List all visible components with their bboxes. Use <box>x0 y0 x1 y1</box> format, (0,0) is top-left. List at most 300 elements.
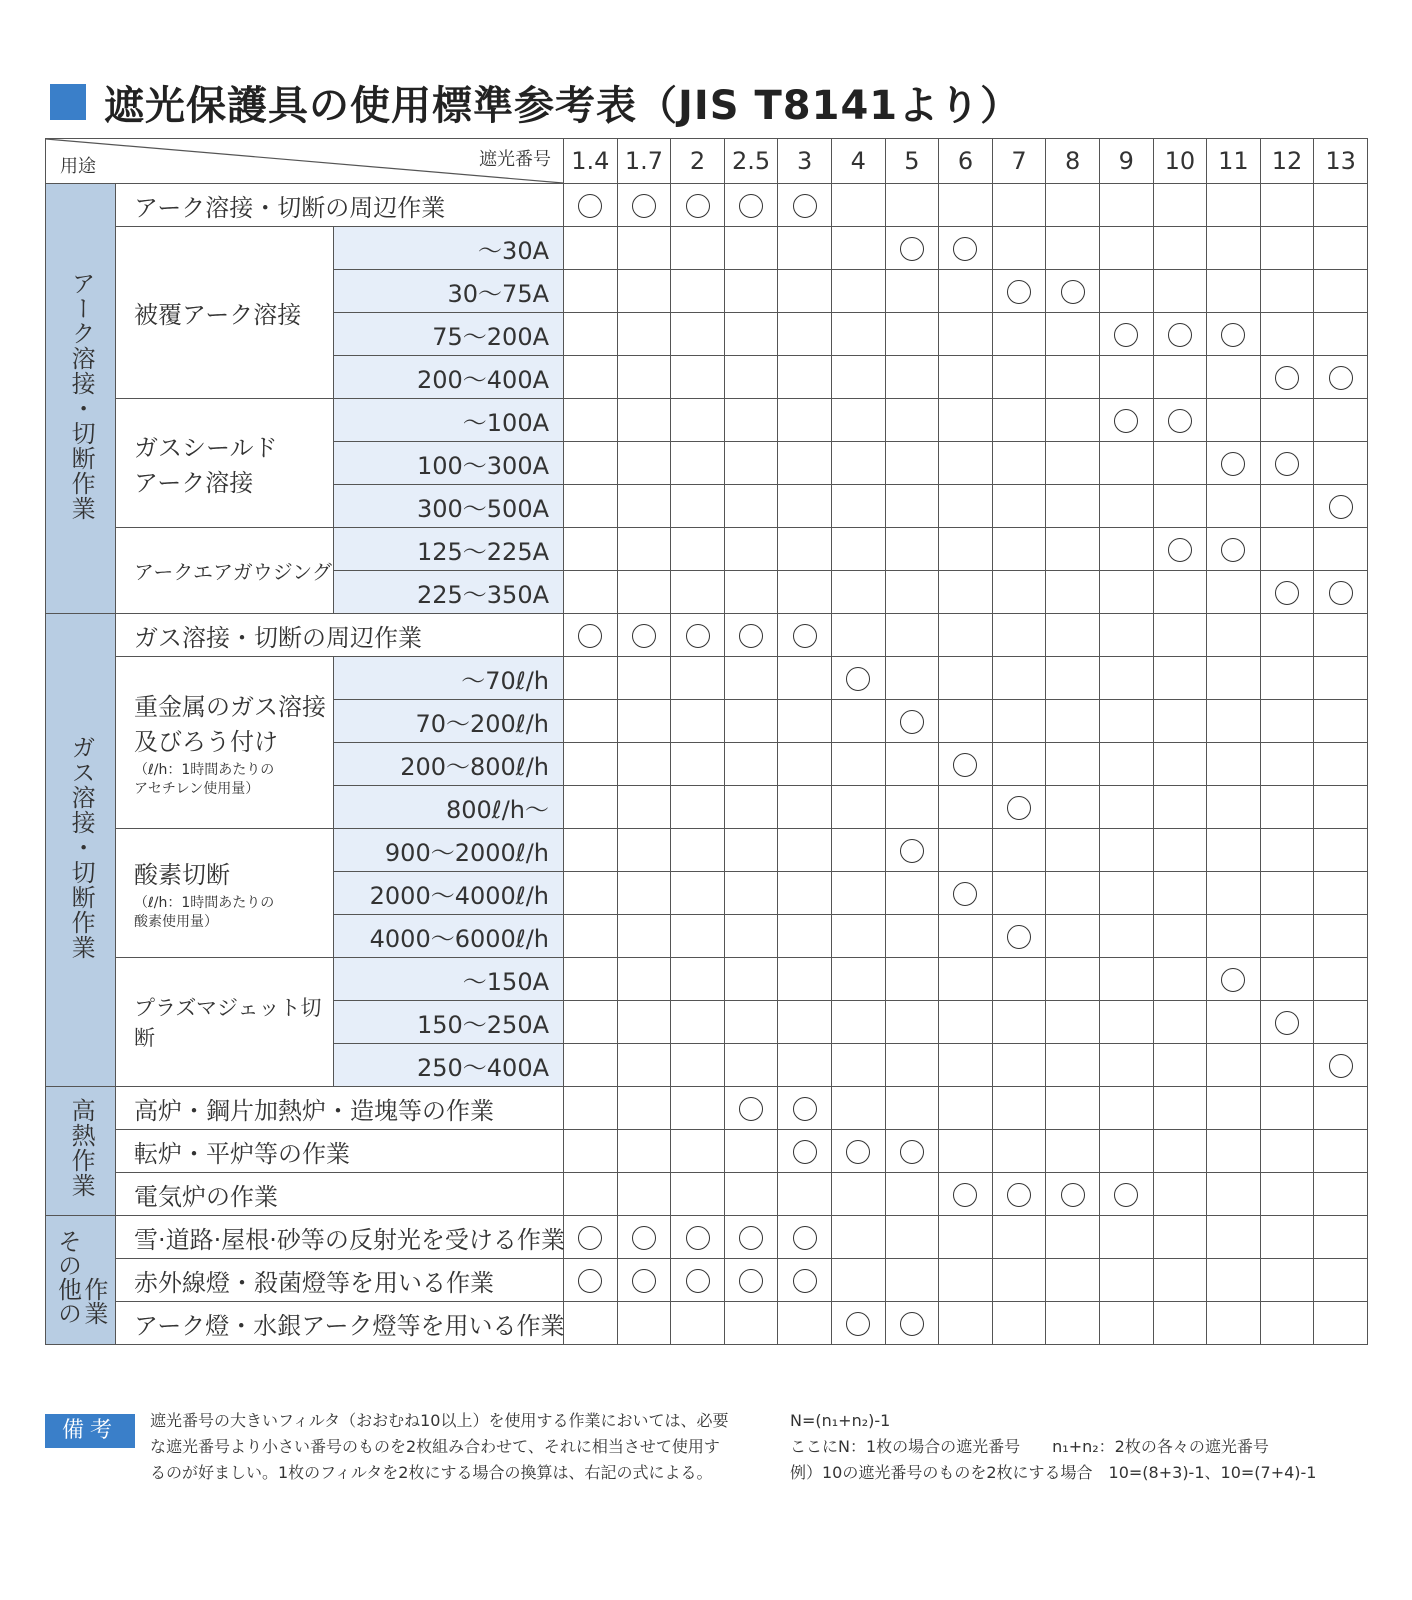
shade-cell <box>1046 958 1100 1001</box>
row-label: 2000～4000ℓ/h <box>334 872 564 915</box>
shade-cell <box>564 399 618 442</box>
shade-cell <box>724 1259 778 1302</box>
shade-cell <box>831 399 885 442</box>
shade-cell <box>992 571 1046 614</box>
table-row <box>46 1130 1368 1173</box>
shade-cell <box>617 270 671 313</box>
shade-cell <box>617 1130 671 1173</box>
circle-mark-icon <box>1329 495 1353 519</box>
formula-definition: ここにN：1枚の場合の遮光番号 n₁+n₂：2枚の各々の遮光番号 <box>790 1437 1269 1456</box>
shade-cell <box>939 442 993 485</box>
shade-cell <box>564 743 618 786</box>
shade-cell <box>617 1259 671 1302</box>
shade-cell <box>885 1130 939 1173</box>
shade-cell <box>1207 786 1261 829</box>
shade-cell <box>885 227 939 270</box>
shade-cell <box>617 786 671 829</box>
shade-cell <box>939 1259 993 1302</box>
circle-mark-icon <box>686 1226 710 1250</box>
shade-cell <box>1099 657 1153 700</box>
shade-cell <box>1207 743 1261 786</box>
shade-cell <box>1099 184 1153 227</box>
notes-text: 遮光番号の大きいフィルタ（おおむね10以上）を使用する作業においては、必要 な遮光番号より小さい番号のものを2枚組み合わせて、それに相当させて使用す るのが好ましい。1枚のフィルタを2枚にする場合の換算は、右記の式による。 <box>150 1411 729 1482</box>
shade-cell <box>885 1259 939 1302</box>
shade-cell <box>564 571 618 614</box>
shade-cell <box>885 485 939 528</box>
shade-cell <box>564 700 618 743</box>
shade-cell <box>1046 1259 1100 1302</box>
shade-cell <box>564 1087 618 1130</box>
subgroup-gas-shield: ガスシールド アーク溶接 <box>116 399 334 528</box>
shade-cell <box>1099 1001 1153 1044</box>
shade-cell <box>992 829 1046 872</box>
shade-cell <box>885 786 939 829</box>
shade-cell <box>778 700 832 743</box>
shade-header-cell: 4 <box>831 139 885 184</box>
shade-cell <box>724 915 778 958</box>
shade-cell <box>1207 313 1261 356</box>
circle-mark-icon <box>793 1140 817 1164</box>
shade-cell <box>1099 356 1153 399</box>
circle-mark-icon <box>1168 409 1192 433</box>
shade-cell <box>1099 485 1153 528</box>
shade-cell <box>1046 227 1100 270</box>
circle-mark-icon <box>900 839 924 863</box>
shade-cell <box>1260 1001 1314 1044</box>
shade-cell <box>1099 700 1153 743</box>
circle-mark-icon <box>1221 538 1245 562</box>
shade-cell <box>671 184 725 227</box>
shade-cell <box>1046 657 1100 700</box>
shade-cell <box>617 184 671 227</box>
shade-cell <box>1207 399 1261 442</box>
circle-mark-icon <box>1275 1011 1299 1035</box>
row-label: 雪·道路·屋根·砂等の反射光を受ける作業 <box>116 1216 564 1259</box>
circle-mark-icon <box>1221 323 1245 347</box>
shade-cell <box>831 571 885 614</box>
circle-mark-icon <box>1114 409 1138 433</box>
circle-mark-icon <box>739 194 763 218</box>
shade-cell <box>617 1216 671 1259</box>
shade-cell <box>1153 829 1207 872</box>
shade-cell <box>831 786 885 829</box>
circle-mark-icon <box>793 1269 817 1293</box>
circle-mark-icon <box>739 1097 763 1121</box>
shade-cell <box>671 1001 725 1044</box>
shade-cell <box>1260 270 1314 313</box>
shade-cell <box>724 485 778 528</box>
shade-cell <box>617 571 671 614</box>
row-label: 200～400A <box>334 356 564 399</box>
shade-cell <box>992 614 1046 657</box>
shade-cell <box>724 571 778 614</box>
shade-cell <box>1153 915 1207 958</box>
circle-mark-icon <box>632 194 656 218</box>
shade-cell <box>778 1087 832 1130</box>
table-row <box>46 1302 1368 1345</box>
shade-cell <box>1153 184 1207 227</box>
circle-mark-icon <box>1329 581 1353 605</box>
shade-cell <box>564 485 618 528</box>
shade-cell <box>671 1173 725 1216</box>
circle-mark-icon <box>953 237 977 261</box>
formula-example: 例）10の遮光番号のものを2枚にする場合 10=(8+3)-1、10=(7+4)-1 <box>790 1463 1317 1482</box>
shade-cell <box>1260 872 1314 915</box>
shade-cell <box>1260 1044 1314 1087</box>
shade-cell <box>1260 700 1314 743</box>
shade-cell <box>564 227 618 270</box>
shade-cell <box>1207 614 1261 657</box>
shade-cell <box>1153 1044 1207 1087</box>
title-square-icon <box>50 84 86 120</box>
shade-cell <box>1314 571 1368 614</box>
shade-cell <box>992 1044 1046 1087</box>
shade-cell <box>992 313 1046 356</box>
shade-cell <box>671 614 725 657</box>
shade-cell <box>1314 184 1368 227</box>
shade-cell <box>939 1216 993 1259</box>
circle-mark-icon <box>739 1269 763 1293</box>
shade-cell <box>724 700 778 743</box>
shade-cell <box>831 1087 885 1130</box>
shade-cell <box>1314 1216 1368 1259</box>
shade-cell <box>939 399 993 442</box>
shade-cell <box>778 399 832 442</box>
row-label: 225～350A <box>334 571 564 614</box>
category-gas: ガス溶接・切断作業 <box>46 614 116 1087</box>
shade-cell <box>671 915 725 958</box>
table-row <box>46 1087 1368 1130</box>
shade-cell <box>885 915 939 958</box>
table-row <box>46 528 1368 571</box>
shade-cell <box>939 571 993 614</box>
shade-cell <box>1314 872 1368 915</box>
shade-cell <box>617 399 671 442</box>
shade-cell <box>1260 442 1314 485</box>
table-row <box>46 1173 1368 1216</box>
shade-cell <box>671 958 725 1001</box>
shade-cell <box>1046 485 1100 528</box>
shade-cell <box>1207 1259 1261 1302</box>
shade-cell <box>1046 1087 1100 1130</box>
shade-cell <box>992 958 1046 1001</box>
shade-cell <box>1207 270 1261 313</box>
shade-cell <box>885 872 939 915</box>
circle-mark-icon <box>793 1226 817 1250</box>
shade-cell <box>671 1302 725 1345</box>
shade-cell <box>671 313 725 356</box>
shade-cell <box>1314 1044 1368 1087</box>
shade-cell <box>1153 1130 1207 1173</box>
shade-cell <box>1314 270 1368 313</box>
shade-header-cell: 2 <box>671 139 725 184</box>
circle-mark-icon <box>953 882 977 906</box>
shade-cell <box>1314 743 1368 786</box>
circle-mark-icon <box>1221 968 1245 992</box>
shade-cell <box>1046 184 1100 227</box>
circle-mark-icon <box>1275 366 1299 390</box>
shade-cell <box>1099 227 1153 270</box>
shade-cell <box>1046 829 1100 872</box>
shade-cell <box>1207 1001 1261 1044</box>
shade-cell <box>831 528 885 571</box>
shade-cell <box>671 571 725 614</box>
shade-cell <box>617 657 671 700</box>
circle-mark-icon <box>1221 452 1245 476</box>
circle-mark-icon <box>1007 796 1031 820</box>
shade-cell <box>885 571 939 614</box>
shade-cell <box>671 528 725 571</box>
circle-mark-icon <box>739 1226 763 1250</box>
shade-cell <box>1153 356 1207 399</box>
shade-cell <box>939 700 993 743</box>
shade-cell <box>1207 1173 1261 1216</box>
shade-cell <box>1260 356 1314 399</box>
shade-cell <box>1207 1044 1261 1087</box>
notes-label: 備考 <box>45 1414 135 1448</box>
row-label: アーク溶接・切断の周辺作業 <box>116 184 564 227</box>
shade-cell <box>617 1044 671 1087</box>
shade-cell <box>1260 313 1314 356</box>
shade-cell <box>671 227 725 270</box>
shade-cell <box>1153 528 1207 571</box>
shade-cell <box>939 184 993 227</box>
shade-header-cell: 6 <box>939 139 993 184</box>
shade-cell <box>1046 270 1100 313</box>
shade-cell <box>992 743 1046 786</box>
shade-cell <box>724 313 778 356</box>
shade-cell <box>831 227 885 270</box>
circle-mark-icon <box>578 1226 602 1250</box>
row-label: 70～200ℓ/h <box>334 700 564 743</box>
shade-cell <box>724 1130 778 1173</box>
shade-cell <box>1046 786 1100 829</box>
shade-cell <box>885 1216 939 1259</box>
shade-cell <box>564 657 618 700</box>
shade-cell <box>724 399 778 442</box>
shade-cell <box>939 356 993 399</box>
shade-cell <box>992 184 1046 227</box>
shade-cell <box>564 442 618 485</box>
shade-cell <box>831 356 885 399</box>
shade-cell <box>778 1302 832 1345</box>
shade-cell <box>724 442 778 485</box>
shade-cell <box>1099 1302 1153 1345</box>
circle-mark-icon <box>632 624 656 648</box>
shade-cell <box>671 442 725 485</box>
shade-cell <box>939 915 993 958</box>
table-row <box>46 399 1368 442</box>
circle-mark-icon <box>793 194 817 218</box>
shade-cell <box>1207 1087 1261 1130</box>
shade-cell <box>564 915 618 958</box>
shade-cell <box>939 614 993 657</box>
shade-cell <box>1153 1216 1207 1259</box>
shade-cell <box>1153 1259 1207 1302</box>
row-label: 300～500A <box>334 485 564 528</box>
shade-cell <box>1314 313 1368 356</box>
shade-cell <box>724 1216 778 1259</box>
shade-cell <box>992 1302 1046 1345</box>
shade-cell <box>564 1259 618 1302</box>
shade-cell <box>1046 1130 1100 1173</box>
shade-cell <box>992 442 1046 485</box>
shade-cell <box>778 786 832 829</box>
shade-cell <box>617 356 671 399</box>
shade-cell <box>939 1087 993 1130</box>
shade-cell <box>671 829 725 872</box>
shade-cell <box>617 1001 671 1044</box>
shade-cell <box>831 829 885 872</box>
shade-cell <box>617 528 671 571</box>
shade-cell <box>671 872 725 915</box>
shade-cell <box>1260 399 1314 442</box>
shade-cell <box>831 872 885 915</box>
shade-cell <box>778 313 832 356</box>
shade-cell <box>617 227 671 270</box>
header-diagonal-cell <box>46 139 564 184</box>
notes-formula <box>790 1408 1380 1486</box>
circle-mark-icon <box>793 1097 817 1121</box>
shade-cell <box>564 270 618 313</box>
shade-number-label: 遮光番号 <box>479 149 552 170</box>
shade-cell <box>831 1302 885 1345</box>
circle-mark-icon <box>793 624 817 648</box>
shade-cell <box>617 442 671 485</box>
shade-cell <box>939 485 993 528</box>
circle-mark-icon <box>846 1312 870 1336</box>
shade-cell <box>778 442 832 485</box>
shade-cell <box>617 485 671 528</box>
shade-cell <box>1207 657 1261 700</box>
shade-cell <box>1153 1087 1207 1130</box>
circle-mark-icon <box>1061 280 1085 304</box>
shade-cell <box>992 1259 1046 1302</box>
category-heat: 高熱作業 <box>46 1087 116 1216</box>
table-row <box>46 657 1368 700</box>
shade-cell <box>939 958 993 1001</box>
shade-cell <box>1314 356 1368 399</box>
shade-cell <box>1260 571 1314 614</box>
row-label: ～70ℓ/h <box>334 657 564 700</box>
page-title: 遮光保護具の使用標準参考表（JIS T8141より） <box>104 82 1022 129</box>
shade-cell <box>778 657 832 700</box>
shade-cell <box>992 1216 1046 1259</box>
shade-header-cell: 1.4 <box>564 139 618 184</box>
shade-cell <box>724 1044 778 1087</box>
shade-cell <box>724 184 778 227</box>
shade-cell <box>724 227 778 270</box>
circle-mark-icon <box>686 1269 710 1293</box>
shade-cell <box>885 700 939 743</box>
shade-cell <box>671 1216 725 1259</box>
shade-cell <box>831 743 885 786</box>
shade-cell <box>939 528 993 571</box>
shade-cell <box>1046 1044 1100 1087</box>
subgroup-coated-arc: 被覆アーク溶接 <box>116 227 334 399</box>
shade-cell <box>885 313 939 356</box>
shade-cell <box>831 614 885 657</box>
circle-mark-icon <box>846 1140 870 1164</box>
shade-cell <box>992 1130 1046 1173</box>
circle-mark-icon <box>1275 452 1299 476</box>
shade-cell <box>831 657 885 700</box>
shade-cell <box>885 614 939 657</box>
shade-cell <box>564 829 618 872</box>
shade-cell <box>724 1173 778 1216</box>
shade-cell <box>778 184 832 227</box>
shade-cell <box>992 915 1046 958</box>
shade-cell <box>1207 356 1261 399</box>
shade-cell <box>939 1130 993 1173</box>
row-label: 125～225A <box>334 528 564 571</box>
shade-cell <box>1099 571 1153 614</box>
shade-cell <box>564 614 618 657</box>
shade-cell <box>1153 657 1207 700</box>
row-label: 高炉・鋼片加熱炉・造塊等の作業 <box>116 1087 564 1130</box>
shade-cell <box>1260 786 1314 829</box>
category-other: その他の作業 <box>46 1216 116 1345</box>
shade-cell <box>671 1259 725 1302</box>
row-label: 75～200A <box>334 313 564 356</box>
shade-cell <box>992 700 1046 743</box>
shade-cell <box>778 872 832 915</box>
shade-cell <box>1099 958 1153 1001</box>
shade-cell <box>1099 1044 1153 1087</box>
shade-cell <box>1099 313 1153 356</box>
shade-cell <box>564 1044 618 1087</box>
shade-cell <box>831 958 885 1001</box>
shade-cell <box>1153 227 1207 270</box>
circle-mark-icon <box>1168 323 1192 347</box>
row-label: 900～2000ℓ/h <box>334 829 564 872</box>
shade-cell <box>831 1044 885 1087</box>
shade-cell <box>1260 485 1314 528</box>
subgroup-plasma: プラズマジェット切断 <box>116 958 334 1087</box>
shade-cell <box>1099 743 1153 786</box>
shade-cell <box>885 528 939 571</box>
shade-cell <box>1314 1302 1368 1345</box>
shade-cell <box>1153 571 1207 614</box>
table-row <box>46 184 1368 227</box>
shade-header-cell: 2.5 <box>724 139 778 184</box>
shade-cell <box>1099 528 1153 571</box>
shade-cell <box>1207 442 1261 485</box>
shade-cell <box>885 958 939 1001</box>
shade-cell <box>1099 1259 1153 1302</box>
row-label: 電気炉の作業 <box>116 1173 564 1216</box>
row-label: 転炉・平炉等の作業 <box>116 1130 564 1173</box>
table-row <box>46 1259 1368 1302</box>
shade-cell <box>1046 399 1100 442</box>
shade-cell <box>1046 442 1100 485</box>
shade-cell <box>617 313 671 356</box>
shade-cell <box>778 958 832 1001</box>
shade-cell <box>564 1001 618 1044</box>
shade-cell <box>671 700 725 743</box>
shade-cell <box>939 227 993 270</box>
shade-cell <box>724 829 778 872</box>
shade-cell <box>1314 528 1368 571</box>
shade-cell <box>671 399 725 442</box>
category-arc: アーク溶接・切断作業 <box>46 184 116 614</box>
shade-cell <box>1099 614 1153 657</box>
shade-cell <box>1207 915 1261 958</box>
shade-cell <box>1207 227 1261 270</box>
table-row <box>46 958 1368 1001</box>
shade-cell <box>671 1130 725 1173</box>
shade-cell <box>939 1001 993 1044</box>
